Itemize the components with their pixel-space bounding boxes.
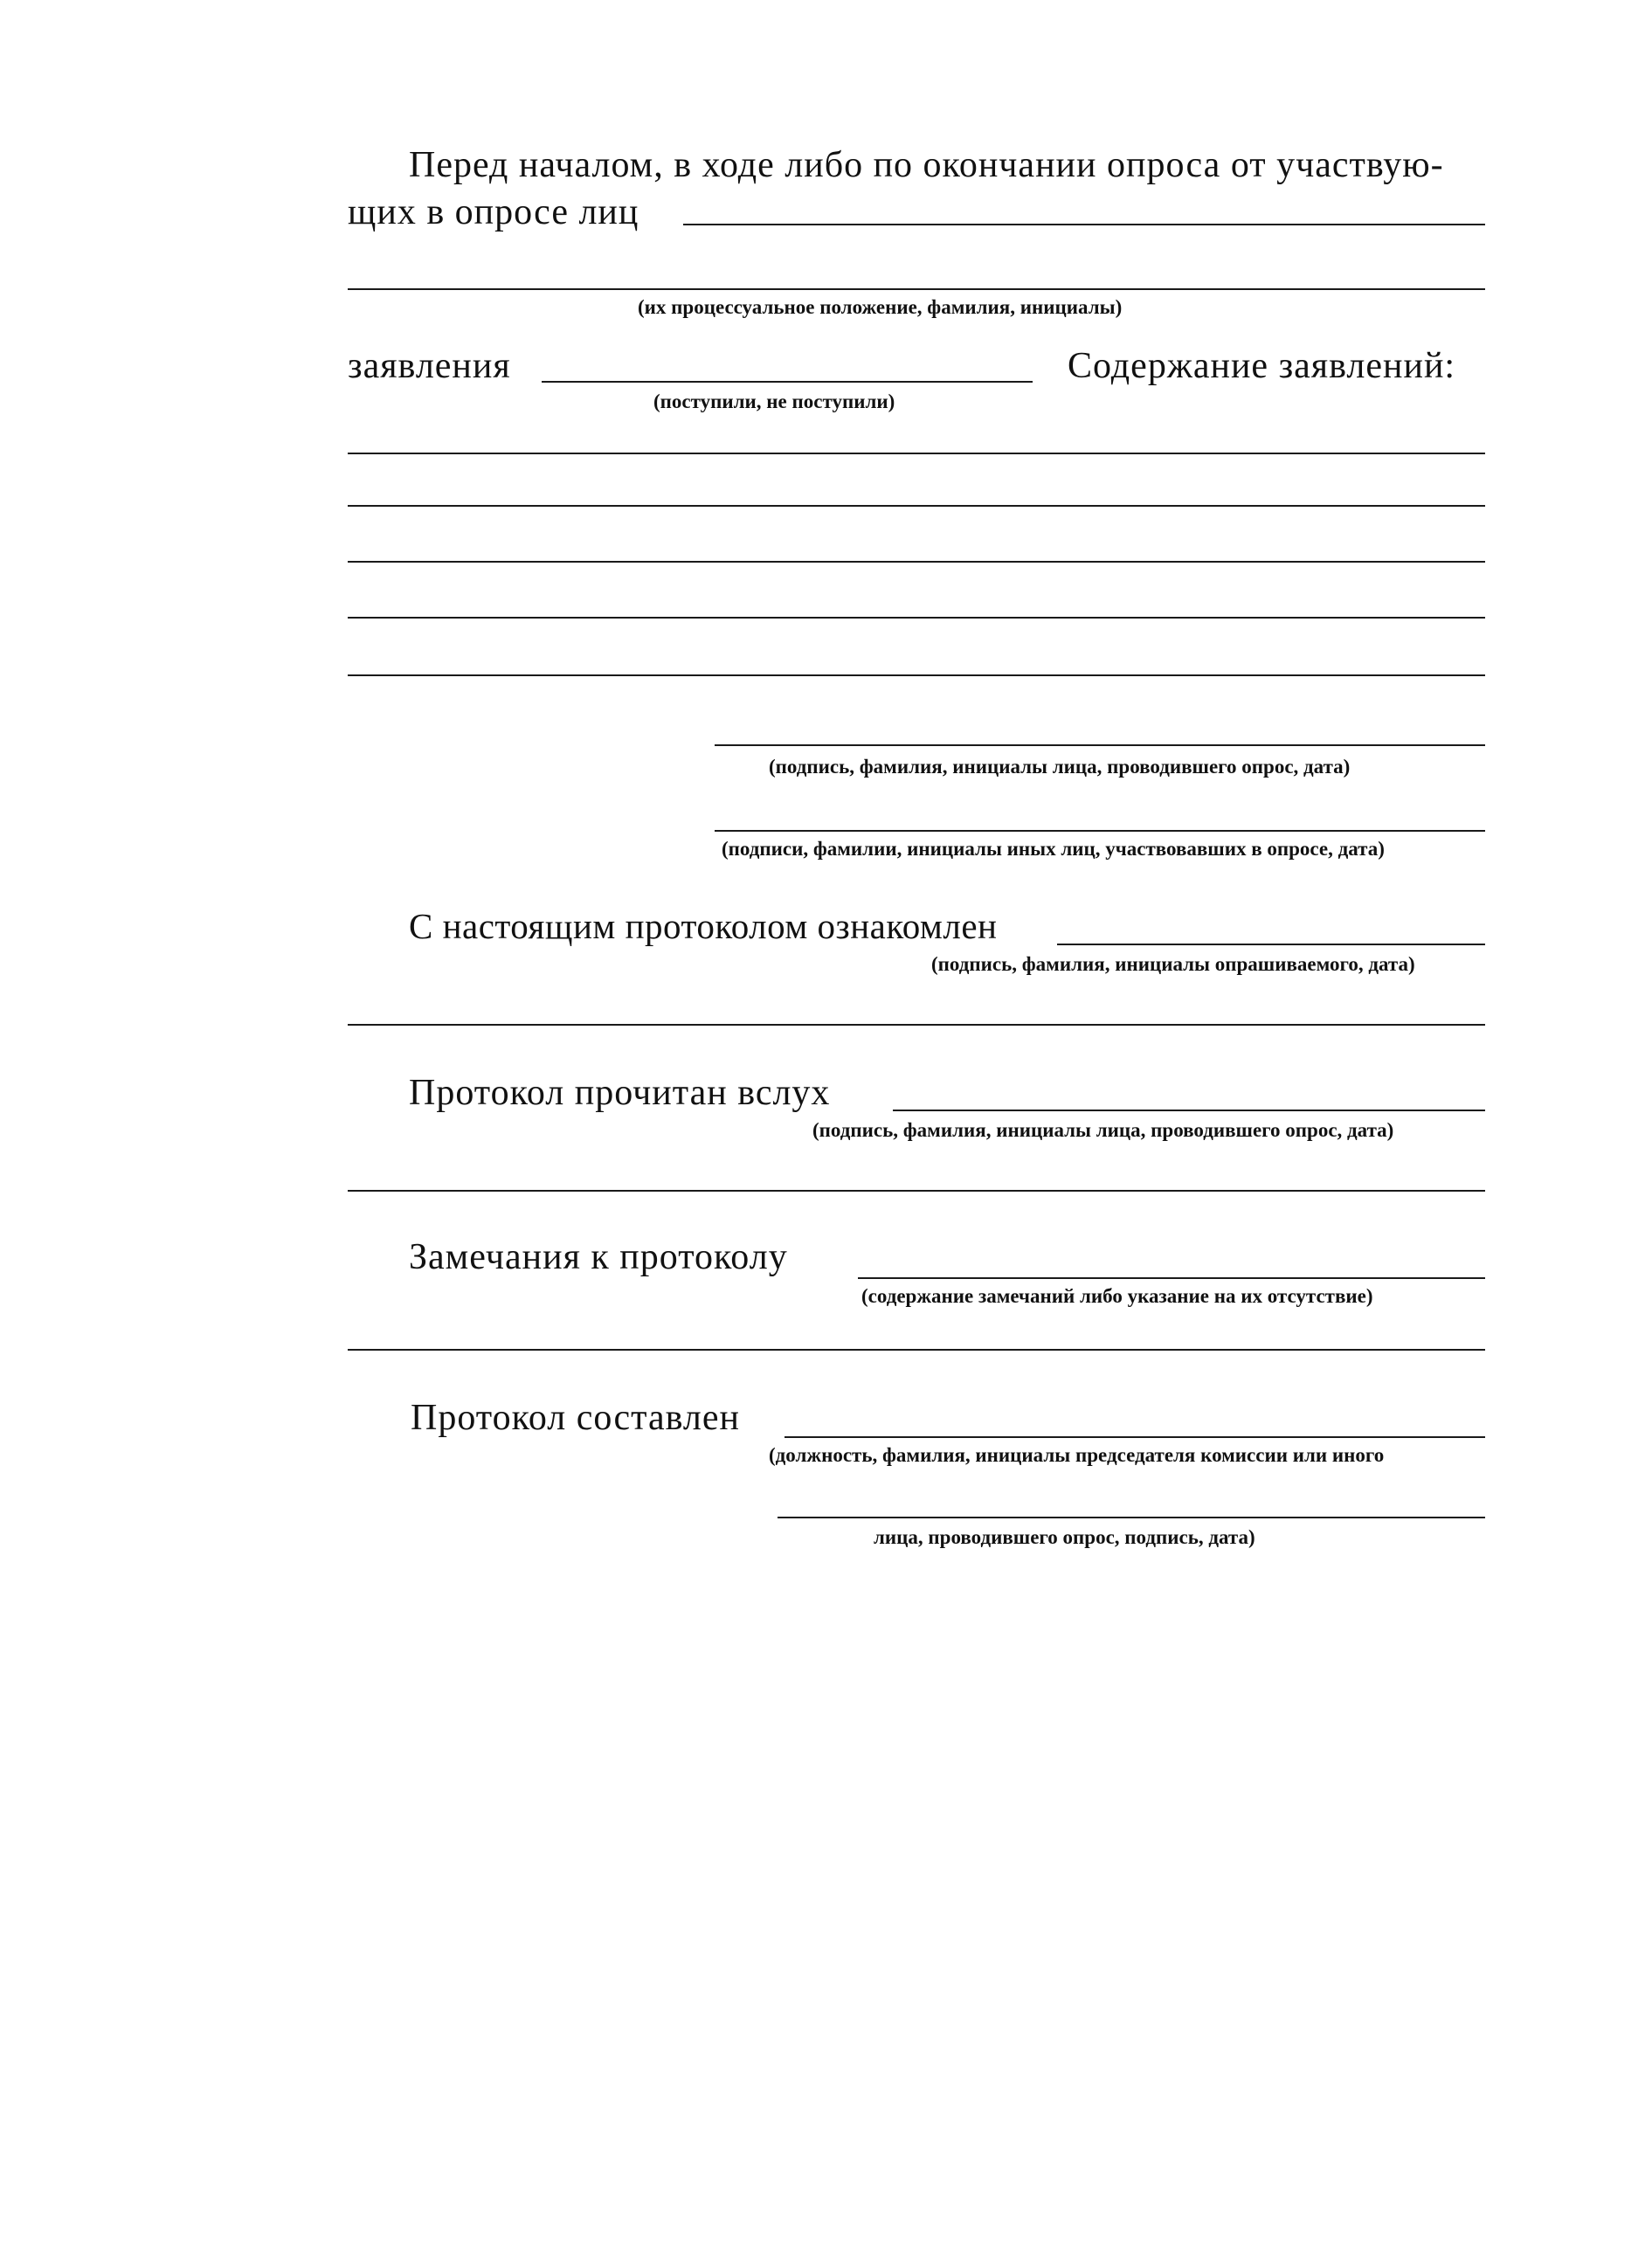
acquainted-signature-field[interactable] xyxy=(1057,944,1485,945)
compiled-label: Протокол составлен xyxy=(411,1398,740,1438)
others-signature-field[interactable] xyxy=(715,830,1485,832)
remarks-field[interactable] xyxy=(858,1277,1485,1279)
conductor-signature-caption: (подпись, фамилия, инициалы лица, проводившего опрос, дата) xyxy=(769,756,1351,778)
remarks-extra-line[interactable] xyxy=(348,1349,1485,1351)
statements-status-caption: (поступили, не поступили) xyxy=(653,391,895,412)
remarks-caption: (содержание замечаний либо указание на их отсутствие) xyxy=(861,1285,1373,1307)
participants-caption: (их процессуальное положение, фамилия, инициалы) xyxy=(638,296,1123,318)
acquainted-caption: (подпись, фамилия, инициалы опрашиваемого, дата) xyxy=(931,953,1415,975)
statement-content-line-3[interactable] xyxy=(348,561,1485,563)
compiled-caption-line-1: (должность, фамилия, инициалы председателя комиссии или иного xyxy=(769,1444,1385,1466)
statement-content-line-5[interactable] xyxy=(348,674,1485,676)
read-aloud-caption: (подпись, фамилия, инициалы лица, проводившего опрос, дата) xyxy=(812,1119,1394,1141)
compiled-caption-line-2: лица, проводившего опрос, подпись, дата) xyxy=(874,1526,1255,1548)
read-aloud-label: Протокол прочитан вслух xyxy=(409,1073,831,1113)
read-aloud-extra-line[interactable] xyxy=(348,1190,1485,1192)
compiled-signature-field[interactable] xyxy=(778,1517,1485,1518)
conductor-signature-field[interactable] xyxy=(715,744,1485,746)
read-aloud-signature-field[interactable] xyxy=(893,1110,1485,1111)
participants-field-1[interactable] xyxy=(683,224,1485,225)
intro-line-1: Перед началом, в ходе либо по окончании опроса от участвую- xyxy=(409,145,1444,185)
remarks-label: Замечания к протоколу xyxy=(409,1237,788,1277)
intro-line-2: щих в опросе лиц xyxy=(348,192,639,232)
statement-content-line-4[interactable] xyxy=(348,617,1485,619)
acquainted-extra-line[interactable] xyxy=(348,1024,1485,1026)
statement-content-line-2[interactable] xyxy=(348,505,1485,507)
participants-field-2[interactable] xyxy=(348,288,1485,290)
statement-content-line-1[interactable] xyxy=(348,453,1485,454)
statements-status-field[interactable] xyxy=(542,381,1033,383)
statements-label: заявления xyxy=(348,346,511,386)
others-signature-caption: (подписи, фамилии, инициалы иных лиц, участвовавших в опросе, дата) xyxy=(722,838,1385,860)
acquainted-label: С настоящим протоколом ознакомлен xyxy=(409,906,998,946)
statements-content-label: Содержание заявлений: xyxy=(1068,346,1456,386)
compiled-field[interactable] xyxy=(785,1436,1485,1438)
